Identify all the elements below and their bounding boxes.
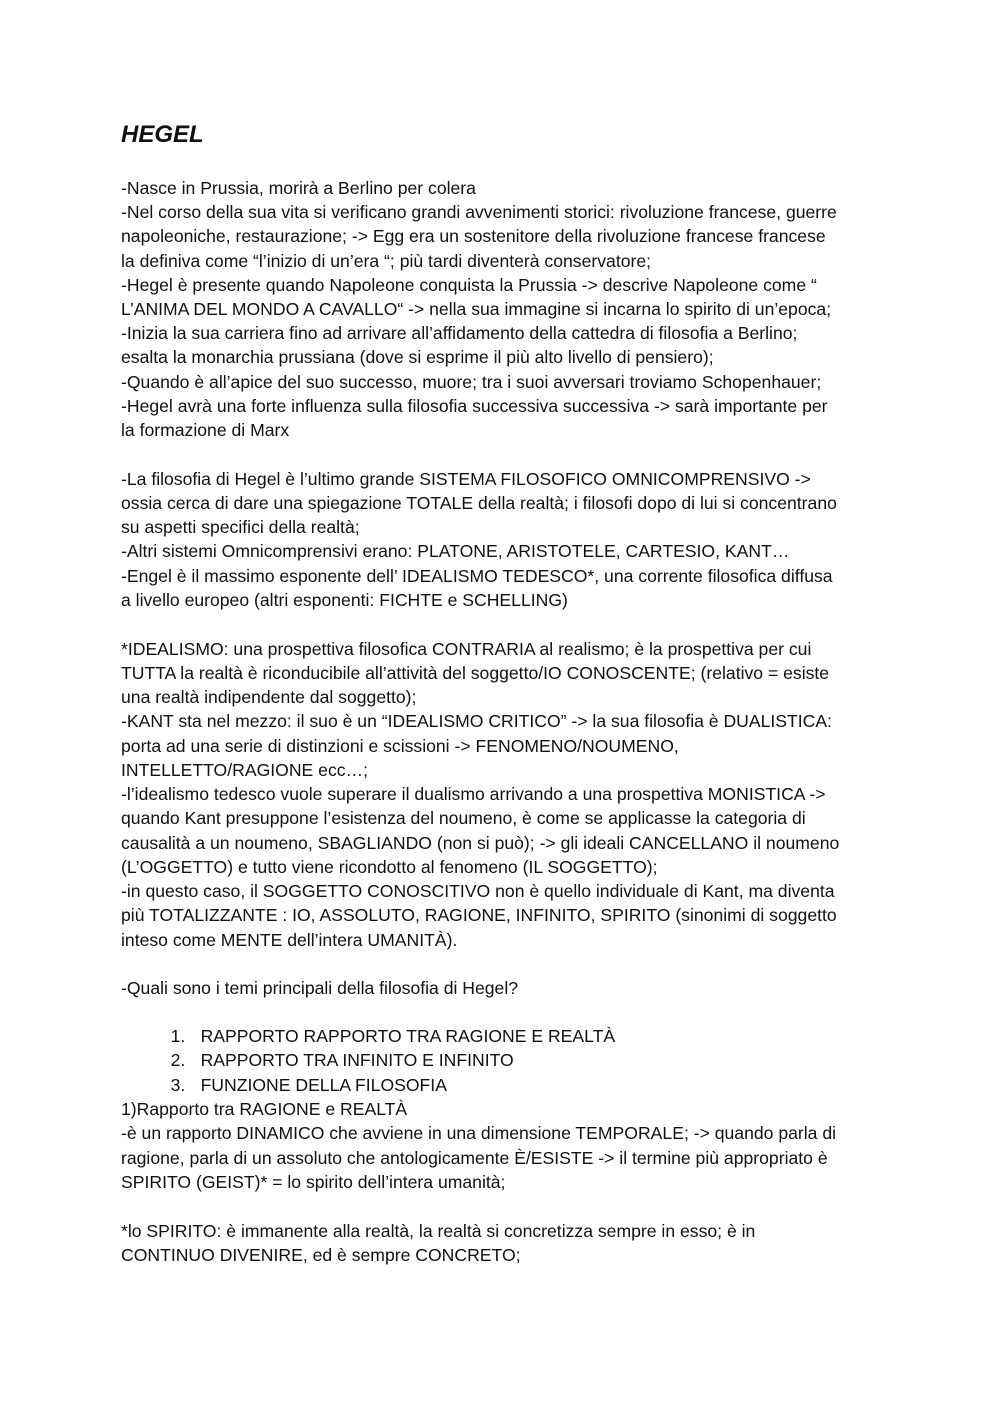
list-text: FUNZIONE DELLA FILOSOFIA	[200, 1075, 447, 1096]
text-line: la definiva come “l’inizio di un’era “; più tardi diventerà conservatore;	[121, 251, 652, 271]
text-line: a livello europeo (altri esponenti: FICHTE e SCHELLING)	[121, 590, 568, 610]
text-line: -Hegel è presente quando Napoleone conquista la Prussia -> descrive Napoleone come “	[121, 275, 817, 295]
text-line: più TOTALIZZANTE : IO, ASSOLUTO, RAGIONE, INFINITO, SPIRITO (sinonimi di soggetto	[121, 905, 837, 925]
text-line: L’ANIMA DEL MONDO A CAVALLO“ -> nella sua immagine si incarna lo spirito di un’epoca;	[121, 299, 832, 319]
text-line: -Inizia la sua carriera fino ad arrivare all’affidamento della cattedra di filosofia a Berlino;	[121, 323, 798, 343]
text-line: ragione, parla di un assoluto che antologicamente È/ESISTE -> il termine più appropriato è	[121, 1148, 828, 1168]
text-line: INTELLETTO/RAGIONE ecc…;	[121, 760, 369, 780]
list-number: 1.	[170, 1026, 186, 1047]
list-number: 2.	[170, 1050, 186, 1071]
text-line: CONTINUO DIVENIRE, ed è sempre CONCRETO;	[121, 1245, 521, 1265]
text-line: (L’OGGETTO) e tutto viene ricondotto al fenomeno (IL SOGGETTO);	[121, 857, 658, 877]
text-line: -è un rapporto DINAMICO che avviene in una dimensione TEMPORALE; -> quando parla di	[121, 1123, 837, 1143]
list-text: RAPPORTO TRA INFINITO E INFINITO	[200, 1050, 514, 1071]
text-line: ossia cerca di dare una spiegazione TOTALE della realtà; i filosofi dopo di lui si concentrano	[121, 493, 837, 513]
text-line: esalta la monarchia prussiana (dove si esprime il più alto livello di pensiero);	[121, 347, 714, 367]
text-line: *lo SPIRITO: è immanente alla realtà, la realtà si concretizza sempre in esso; è in	[121, 1221, 756, 1241]
text-line: napoleoniche, restaurazione; -> Egg era un sostenitore della rivoluzione francese francese	[121, 226, 826, 246]
text-line: -Altri sistemi Omnicomprensivi erano: PLATONE, ARISTOTELE, CARTESIO, KANT…	[121, 541, 790, 561]
document-title: HEGEL	[121, 121, 204, 148]
text-line: -Nel corso della sua vita si verificano grandi avvenimenti storici: rivoluzione francese, guerre	[121, 202, 837, 222]
text-line: inteso come MENTE dell’intera UMANITÀ).	[121, 930, 458, 950]
text-line: *IDEALISMO: una prospettiva filosofica CONTRARIA al realismo; è la prospettiva per cui	[121, 639, 812, 659]
text-line: -Hegel avrà una forte influenza sulla filosofia successiva successiva -> sarà importante per	[121, 396, 828, 416]
text-line: porta ad una serie di distinzioni e scissioni -> FENOMENO/NOUMENO,	[121, 736, 679, 756]
text-line: TUTTA la realtà è riconducibile all’attività del soggetto/IO CONOSCENTE; (relativo = esiste	[121, 663, 830, 683]
text-line: -Quali sono i temi principali della filosofia di Hegel?	[121, 978, 519, 998]
text-line: quando Kant presuppone l’esistenza del noumeno, è come se applicasse la categoria di	[121, 808, 806, 828]
text-line: la formazione di Marx	[121, 420, 290, 440]
list-number: 3.	[170, 1075, 186, 1096]
section-heading: 1)Rapporto tra RAGIONE e REALTÀ	[121, 1099, 408, 1119]
text-line: su aspetti specifici della realtà;	[121, 517, 360, 537]
text-line: causalità a un noumeno, SBAGLIANDO (non si può); -> gli ideali CANCELLANO il noumeno	[121, 833, 840, 853]
text-line: -Nasce in Prussia, morirà a Berlino per colera	[121, 178, 476, 198]
list-text: RAPPORTO RAPPORTO TRA RAGIONE E REALTÀ	[200, 1026, 616, 1047]
text-line: -Engel è il massimo esponente dell’ IDEALISMO TEDESCO*, una corrente filosofica diffusa	[121, 566, 833, 586]
text-line: una realtà indipendente dal soggetto);	[121, 687, 417, 707]
text-line: -Quando è all’apice del suo successo, muore; tra i suoi avversari troviamo Schopenhauer;	[121, 372, 822, 392]
text-line: SPIRITO (GEIST)* = lo spirito dell’intera umanità;	[121, 1172, 506, 1192]
text-line: -KANT sta nel mezzo: il suo è un “IDEALISMO CRITICO” -> la sua filosofia è DUALISTICA:	[121, 711, 832, 731]
text-line: -La filosofia di Hegel è l’ultimo grande SISTEMA FILOSOFICO OMNICOMPRENSIVO ->	[121, 469, 811, 489]
text-line: -in questo caso, il SOGGETTO CONOSCITIVO non è quello individuale di Kant, ma diventa	[121, 881, 835, 901]
text-line: -l’idealismo tedesco vuole superare il dualismo arrivando a una prospettiva MONISTICA ->	[121, 784, 826, 804]
